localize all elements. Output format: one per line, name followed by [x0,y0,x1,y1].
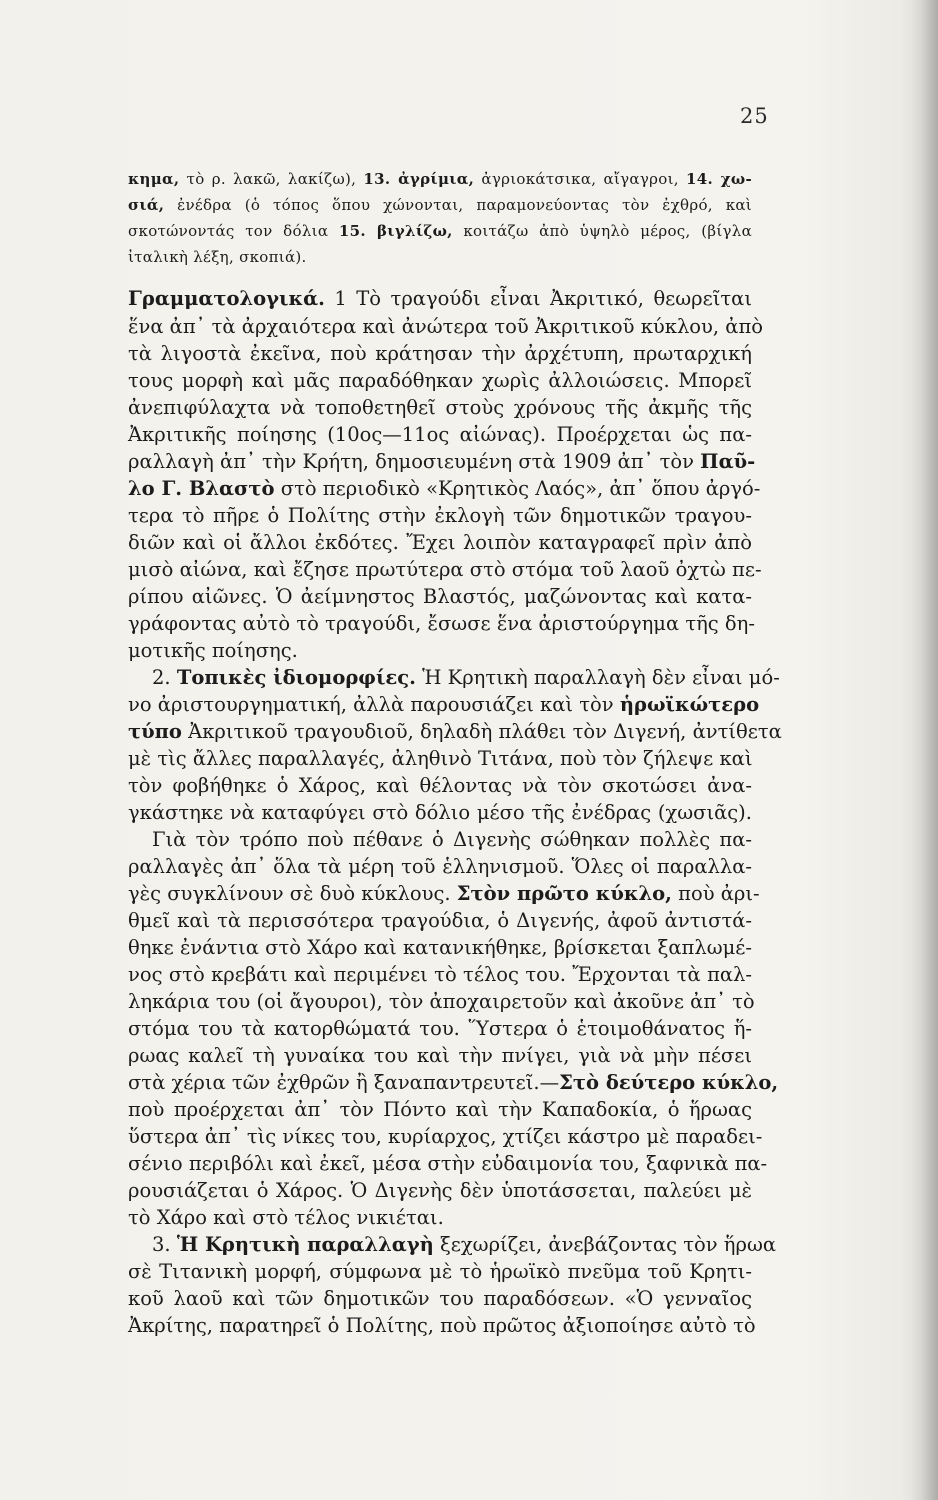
body-line: νο ἀριστουργηματική, ἀλλὰ παρουσιάζει καὶ τὸν ἡρωϊκώτερο [128,693,760,716]
body-line: γὲς συγκλίνουν σὲ δυὸ κύκλους. Στὸν πρῶτο κύκλο, ποὺ ἀρι- [128,882,760,905]
body-line: ἀνεπιφύλαχτα νὰ τοποθετηθεῖ στοὺς χρόνους τῆς ἀκμῆς τῆς [128,396,752,419]
body-line: σένιο περιβόλι καὶ ἐκεῖ, μέσα στὴν εὐδαιμονία του, ξαφνικὰ πα- [128,1152,768,1175]
body-line: Ἀκριτικῆς ποίησης (10ος—11ος αἰώνας). Προέρχεται ὡς πα- [128,423,752,446]
body-line: ρουσιάζεται ὁ Χάρος. Ὁ Διγενὴς δὲν ὑποτάσσεται, παλεύει μὲ [128,1179,752,1202]
body-line: τὸ Χάρο καὶ στὸ τέλος νικιέται. [128,1206,444,1229]
body-line: ποὺ προέρχεται ἀπ᾽ τὸν Πόντο καὶ τὴν Καπαδοκία, ὁ ἥρωας [128,1098,752,1121]
body-line: θμεῖ καὶ τὰ περισσότερα τραγούδια, ὁ Διγενής, ἀφοῦ ἀντιστά- [128,909,752,932]
body-line: γκάστηκε νὰ καταφύγει στὸ δόλιο μέσο τῆς ἐνέδρας (χωσιᾶς). [128,801,752,824]
page-edge-shadow [910,0,938,1500]
note-line: σκοτώνοντάς τον δόλια 15. βιγλίζω, κοιτάζω ἀπὸ ὑψηλὸ μέρος, (βίγλα [128,222,753,240]
note-line: κημα, τὸ ρ. λακῶ, λακίζω), 13. ἀγρίμια, ἀγριοκάτσικα, αἴγαγροι, 14. χω- [128,170,752,188]
body-line: μισὸ αἰώνα, καὶ ἔζησε πρωτύτερα στὸ στόμα τοῦ λαοῦ ὀχτὼ πε- [128,558,762,581]
body-line: σὲ Τιτανικὴ μορφή, σύμφωνα μὲ τὸ ἡρωϊκὸ πνεῦμα τοῦ Κρητι- [128,1260,752,1283]
body-line: μὲ τὶς ἄλλες παραλλαγές, ἀληθινὸ Τιτάνα, ποὺ τὸν ζήλεψε καὶ [128,747,753,770]
body-line: γράφοντας αὐτὸ τὸ τραγούδι, ἔσωσε ἕνα ἀριστούργημα τῆς δη- [128,612,755,635]
body-line: 3. Ἡ Κρητικὴ παραλλαγὴ ξεχωρίζει, ἀνεβάζοντας τὸν ἥρωα [152,1233,777,1256]
body-line: λο Γ. Βλαστὸ στὸ περιοδικὸ «Κρητικὸς Λαός», ἀπ᾽ ὅπου ἀργό- [128,477,761,500]
note-line: ἰταλικὴ λέξη, σκοπιά). [128,248,307,266]
body-line: τὰ λιγοστὰ ἐκεῖνα, ποὺ κράτησαν τὴν ἀρχέτυπη, πρωταρχική [128,342,752,365]
page-number: 25 [740,104,769,128]
body-line: θηκε ἐνάντια στὸ Χάρο καὶ κατανικήθηκε, βρίσκεται ξαπλωμέ- [128,936,752,959]
body-line: τους μορφὴ καὶ μᾶς παραδόθηκαν χωρὶς ἀλλοιώσεις. Μπορεῖ [128,369,752,392]
body-line: ραλλαγὲς ἀπ᾽ ὅλα τὰ μέρη τοῦ ἑλληνισμοῦ. Ὅλες οἱ παραλλα- [128,855,752,878]
body-line: ραλλαγὴ ἀπ᾽ τὴν Κρήτη, δημοσιευμένη στὰ 1909 ἀπ᾽ τὸν Παῦ- [128,450,756,473]
note-line: σιά, ἐνέδρα (ὁ τόπος ὅπου χώνονται, παραμονεύοντας τὸν ἐχθρό, καὶ [128,196,752,214]
body-line: τύπο Ἀκριτικοῦ τραγουδιοῦ, δηλαδὴ πλάθει τὸν Διγενή, ἀντίθετα [128,720,782,743]
body-line: ὕστερα ἀπ᾽ τὶς νίκες του, κυρίαρχος, χτίζει κάστρο μὲ παραδει- [128,1125,763,1148]
body-line: 2. Τοπικὲς ἰδιομορφίες. Ἡ Κρητικὴ παραλλαγὴ δὲν εἶναι μό- [152,666,780,689]
body-line: Ἀκρίτης, παρατηρεῖ ὁ Πολίτης, ποὺ πρῶτος ἀξιοποίησε αὐτὸ τὸ [128,1314,756,1337]
body-line: Γραμματολογικά. 1 Τὸ τραγούδι εἶναι Ἀκριτικό, θεωρεῖται [128,287,752,310]
body-line: ρίπου αἰῶνες. Ὁ ἀείμνηστος Βλαστός, μαζώνοντας καὶ κατα- [128,585,752,608]
body-line: στόμα του τὰ κατορθώματά του. Ὕστερα ὁ ἑτοιμοθάνατος ἥ- [128,1017,752,1040]
body-line: ληκάρια του (οἱ ἄγουροι), τὸν ἀποχαιρετοῦν καὶ ἀκοῦνε ἀπ᾽ τὸ [128,990,755,1013]
body-line: Γιὰ τὸν τρόπο ποὺ πέθανε ὁ Διγενὴς σώθηκαν πολλὲς πα- [152,828,752,851]
body-line: νος στὸ κρεβάτι καὶ περιμένει τὸ τέλος του. Ἔρχονται τὰ παλ- [128,963,752,986]
body-line: ρωας καλεῖ τὴ γυναίκα του καὶ τὴν πνίγει, γιὰ νὰ μὴν πέσει [128,1044,752,1067]
body-line: τὸν φοβήθηκε ὁ Χάρος, καὶ θέλοντας νὰ τὸν σκοτώσει ἀνα- [128,774,752,797]
body-line: ἕνα ἀπ᾽ τὰ ἀρχαιότερα καὶ ἀνώτερα τοῦ Ἀκριτικοῦ κύκλου, ἀπὸ [128,315,764,338]
body-line: τερα τὸ πῆρε ὁ Πολίτης στὴν ἐκλογὴ τῶν δημοτικῶν τραγου- [128,504,752,527]
body-line: κοῦ λαοῦ καὶ τῶν δημοτικῶν του παραδόσεων. «Ὁ γενναῖος [128,1287,752,1310]
body-line: μοτικῆς ποίησης. [128,639,298,662]
body-line: στὰ χέρια τῶν ἐχθρῶν ἢ ξαναπαντρευτεῖ.—Στὸ δεύτερο κύκλο, [128,1071,779,1094]
body-line: διῶν καὶ οἱ ἄλλοι ἐκδότες. Ἔχει λοιπὸν καταγραφεῖ πρὶν ἀπὸ [128,531,752,554]
